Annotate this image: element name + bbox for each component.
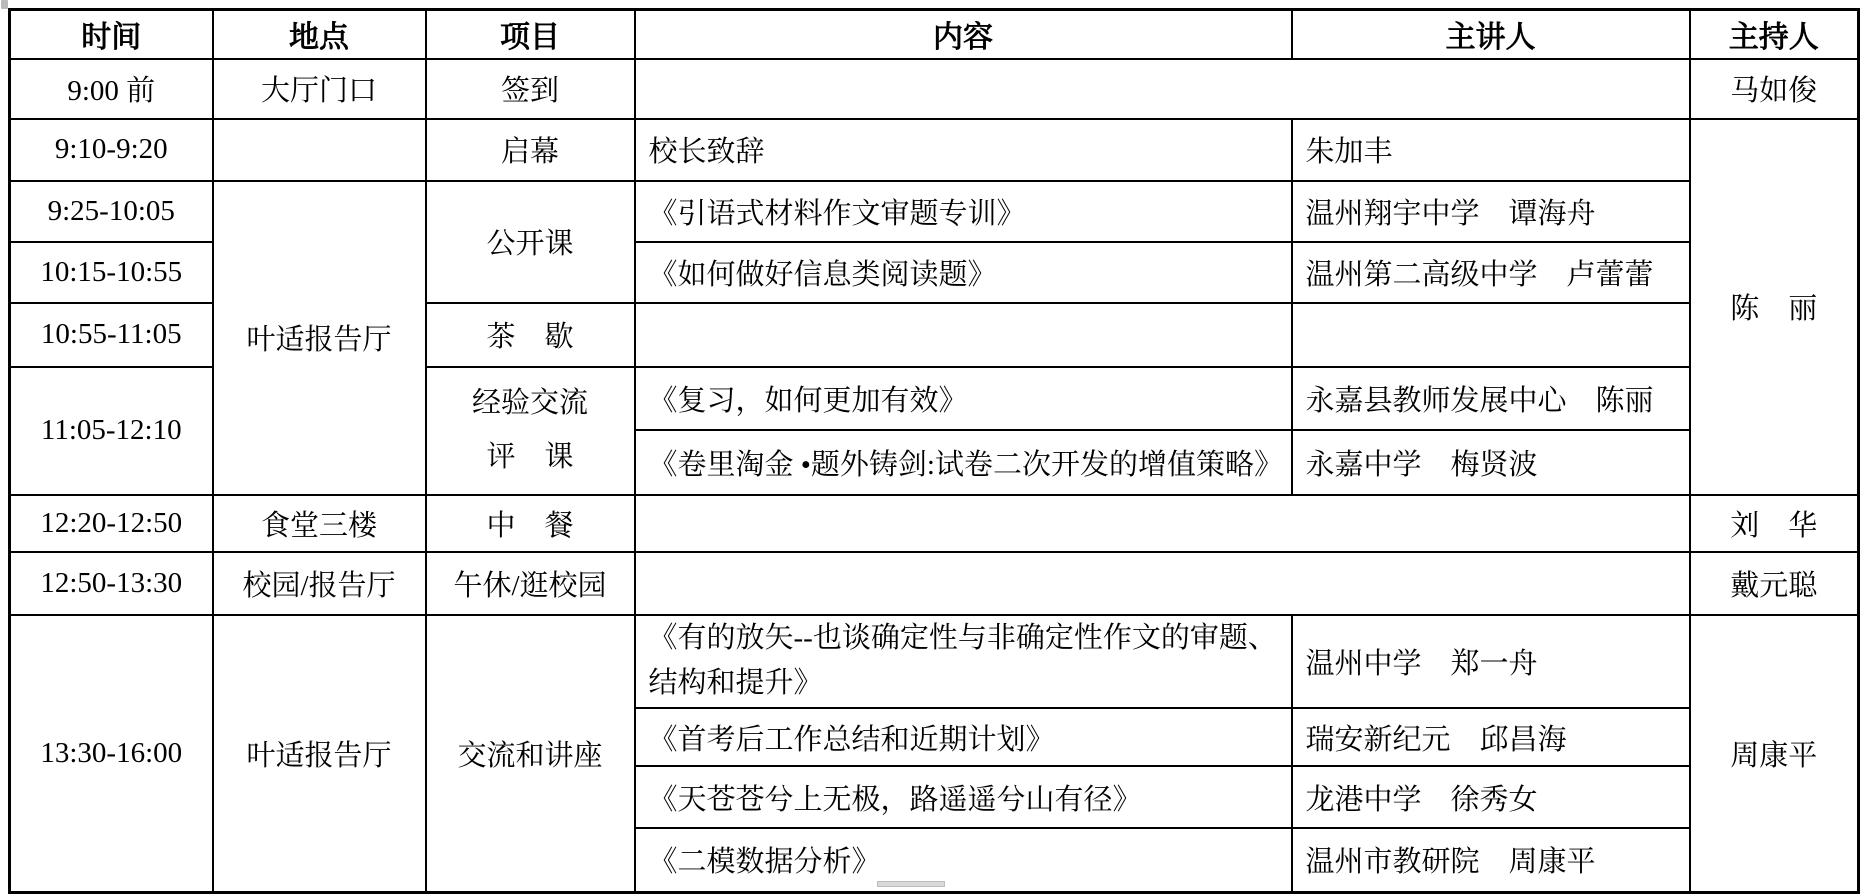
cell-r3-time: 9:25-10:05 [10,181,213,242]
cell-r10-place: 叶适报告厅 [213,615,426,893]
cell-r8-content-speaker [635,495,1690,552]
cell-r5-speaker [1292,303,1690,367]
cell-r7-content: 《卷里淘金 •题外铸剑:试卷二次开发的增值策略》 [635,430,1292,495]
cell-r8-host: 刘 华 [1690,495,1859,552]
cell-r9-time: 12:50-13:30 [10,552,213,615]
cell-r2-item: 启幕 [426,119,635,181]
cell-r6-time: 11:05-12:10 [10,367,213,495]
cell-r4-content: 《如何做好信息类阅读题》 [635,242,1292,303]
cell-r1-time: 9:00 前 [10,59,213,119]
cell-r8-time: 12:20-12:50 [10,495,213,552]
cell-r2-place [213,119,426,181]
header-item: 项目 [426,10,635,59]
cell-r2-speaker: 朱加丰 [1292,119,1690,181]
row-opening [10,119,1859,181]
cell-r8-place: 食堂三楼 [213,495,426,552]
cell-item-openclass: 公开课 [426,181,635,303]
cell-r5-time: 10:55-11:05 [10,303,213,367]
cell-r9-place: 校园/报告厅 [213,552,426,615]
cell-host-chenli: 陈 丽 [1690,119,1859,495]
cell-r1-content-speaker [635,59,1690,119]
cell-place-hall: 叶适报告厅 [213,181,426,495]
cell-r1-host: 马如俊 [1690,59,1859,119]
cell-r6-content: 《复习，如何更加有效》 [635,367,1292,430]
row-lecture-1 [10,615,1859,709]
cell-r12-content: 《天苍苍兮上无极，路遥遥兮山有径》 [635,766,1292,828]
cell-r11-speaker: 瑞安新纪元 邱昌海 [1292,708,1690,766]
cell-r1-item: 签到 [426,59,635,119]
row-noonbreak [10,552,1859,615]
cell-r9-host: 戴元聪 [1690,552,1859,615]
cell-r3-content: 《引语式材料作文审题专训》 [635,181,1292,242]
r10-content-line2: 结构和提升》 [648,667,823,700]
schedule-table [8,8,1860,894]
cell-r6-speaker: 永嘉县教师发展中心 陈丽 [1292,367,1690,430]
header-time: 时间 [10,10,213,59]
cell-r9-content-speaker [635,552,1690,615]
screenshot-bottom-artifact [877,881,945,887]
header-speaker: 主讲人 [1292,10,1690,59]
cell-r10-time: 13:30-16:00 [10,615,213,893]
cell-r4-speaker: 温州第二高级中学 卢蕾蕾 [1292,242,1690,303]
r10-content-line1: 《有的放矢--也谈确定性与非确定性作文的审题、 [648,621,1277,654]
cell-r10-speaker: 温州中学 郑一舟 [1292,615,1690,709]
cell-item-lecture: 交流和讲座 [426,615,635,893]
cell-r11-content: 《首考后工作总结和近期计划》 [635,708,1292,766]
cell-host-zhoukangping: 周康平 [1690,615,1859,893]
item-exchange-line2: 评 课 [486,440,574,473]
header-host: 主持人 [1690,10,1859,59]
cell-r8-item: 中 餐 [426,495,635,552]
cell-r5-item: 茶 歇 [426,303,635,367]
cell-r10-content [635,615,1292,709]
screenshot-corner-artifact [1,0,8,9]
row-lunch [10,495,1859,552]
cell-r12-speaker: 龙港中学 徐秀女 [1292,766,1690,828]
header-place: 地点 [213,10,426,59]
cell-r9-item: 午休/逛校园 [426,552,635,615]
cell-r3-speaker: 温州翔宇中学 谭海舟 [1292,181,1690,242]
cell-r7-speaker: 永嘉中学 梅贤波 [1292,430,1690,495]
cell-r13-speaker: 温州市教研院 周康平 [1292,828,1690,892]
cell-r4-time: 10:15-10:55 [10,242,213,303]
cell-r2-time: 9:10-9:20 [10,119,213,181]
cell-r5-content [635,303,1292,367]
cell-r13-content: 《二模数据分析》 [635,828,1292,892]
row-signin [10,59,1859,119]
cell-item-exchange [426,367,635,495]
item-exchange-line1: 经验交流 [471,386,588,419]
cell-r2-content: 校长致辞 [635,119,1292,181]
header-content: 内容 [635,10,1292,59]
cell-r1-place: 大厅门口 [213,59,426,119]
row-openclass-1 [10,181,1859,242]
header-row [10,10,1859,59]
